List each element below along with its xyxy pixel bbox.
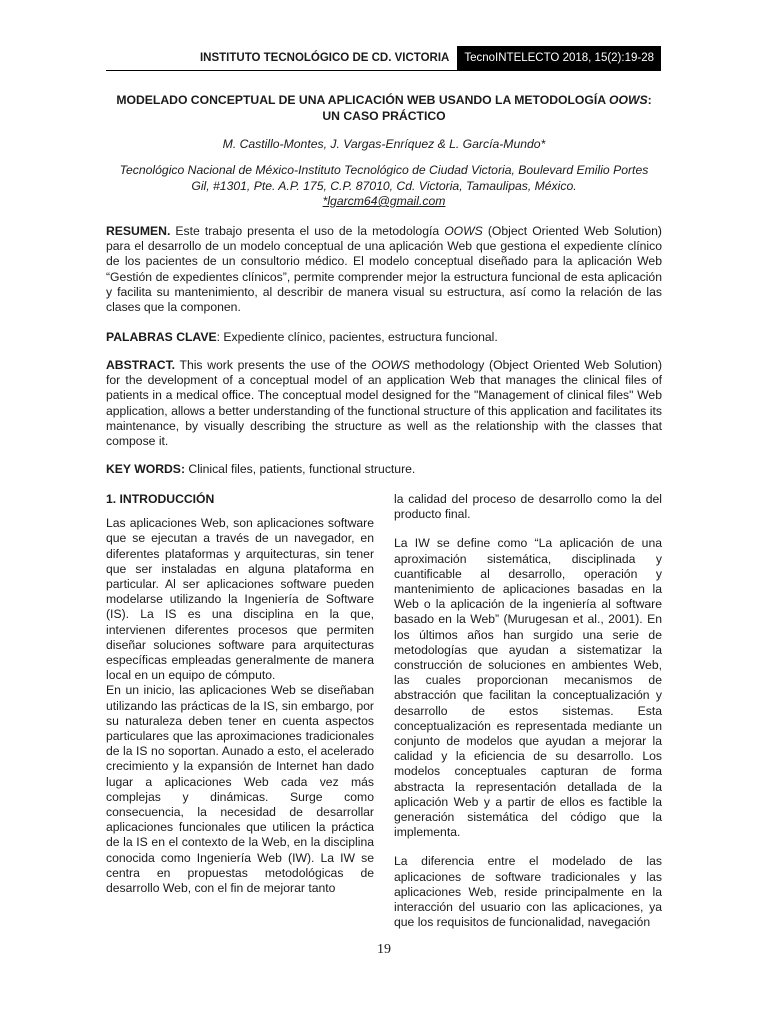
abstract-text-1: This work presents the use of the bbox=[175, 358, 372, 372]
journal-citation: TecnoINTELECTO 2018, 15(2):19-28 bbox=[457, 46, 661, 70]
affiliation-line2: Gil, #1301, Pte. A.P. 175, C.P. 87010, Cd. Victoria, Tamaulipas, México. bbox=[191, 178, 577, 193]
resumen-text-1: Este trabajo presenta el uso de la metodología bbox=[170, 224, 445, 238]
intro-paragraph-1: Las aplicaciones Web, son aplicaciones software que se ejecutan a través de un navegador, en diferentes plataformas y arquitecturas, sin tener que ser instaladas en alguna plataforma en particular. Al ser aplicaciones software pueden modelarse utilizando la Ingeniería de Software (IS). La IS es una disciplina en la que, intervienen diferentes procesos que permiten diseñar soluciones software para arquitecturas específicas empleadas generalmente de manera local en un equipo de cómputo. bbox=[106, 516, 374, 683]
right-paragraph-2: La IW se define como “La aplicación de una aproximación sistemática, disciplinada y cuantificable al desarrollo, operación y mantenimiento de aplicaciones basadas en la Web o la aplicación de la ingeniería al software basado en la Web” (Murugesan et al., 2001). En los últimos años han surgido una serie de metodologías que ayudan a sistematizar la construcción de soluciones en ambientes Web, las cuales proporcionan mecanismos de abstracción que facilitan la conceptualización y desarrollo de estos sistemas. Esta conceptualización es representada mediante un conjunto de modelos que ayudan a mejorar la calidad y la eficiencia de su desarrollo. Los modelos conceptuales capturan de forma abstracta la representación detallada de la aplicación Web y a partir de ellos es factible la generación sistemática del código que la implementa. bbox=[394, 536, 662, 840]
resumen-label: RESUMEN. bbox=[106, 224, 171, 238]
affiliation bbox=[100, 163, 668, 210]
palabras-clave-label: PALABRAS CLAVE bbox=[106, 330, 217, 344]
key-words-text: Clinical files, patients, functional structure. bbox=[185, 462, 416, 476]
affiliation-line1: Tecnológico Nacional de México-Instituto Tecnológico de Ciudad Victoria, Boulevard Emilio Portes bbox=[119, 163, 649, 177]
author-list: M. Castillo-Montes, J. Vargas-Enríquez & L. García-Mundo* bbox=[222, 137, 546, 151]
section-heading-introduccion: 1. INTRODUCCIÓN bbox=[106, 492, 215, 506]
intro-paragraph-2: En un inicio, las aplicaciones Web se diseñaban utilizando las prácticas de la IS, sin embargo, por su naturaleza deben tener en cuenta aspectos particulares que las aproximaciones tradicionales de la IS no soportan. Aunado a esto, el acelerado crecimiento y la expansión de Internet han dado lugar a aplicaciones Web cada vez más complejas y dinámicas. Surge como consecuencia, la necesidad de desarrollar aplicaciones funcionales que utilicen la práctica de la IS en el contexto de la Web, en la disciplina conocida como Ingeniería Web (IW). La IW se centra en propuestas metodológicas de desarrollo Web, con el fin de mejorar tanto bbox=[106, 683, 374, 896]
key-words-label: KEY WORDS: bbox=[106, 462, 185, 476]
right-paragraph-1: la calidad del proceso de desarrollo como la del producto final. bbox=[394, 492, 662, 522]
resumen-text-2: (Object Oriented Web Solution) para el desarrollo de un modelo conceptual de una aplicación Web que gestiona el expediente clínico de los pacientes de un consultorio médico. El modelo conceptual diseñado para la aplicación Web “Gestión de expedientes clínicos”, permite comprender mejor la estructura funcional de esta aplicación y facilita su mantenimiento, al describir de manera visual su estructura, así como la relación de las clases que la componen. bbox=[106, 224, 662, 315]
title-colon: : bbox=[647, 93, 652, 107]
key-words-paragraph bbox=[106, 462, 662, 477]
contact-email[interactable]: *lgarcm64@gmail.com bbox=[322, 194, 446, 208]
right-column bbox=[394, 492, 662, 930]
paper-title bbox=[100, 92, 668, 124]
left-column bbox=[106, 492, 374, 896]
right-paragraph-3: La diferencia entre el modelado de las aplicaciones de software tradicionales y las aplicaciones Web, reside principalmente en la interacción del usuario con las aplicaciones, ya que los requisitos de funcionalidad, navegación bbox=[394, 854, 662, 930]
palabras-clave-paragraph bbox=[106, 330, 662, 345]
running-header bbox=[106, 46, 661, 71]
resumen-ows: OOWS bbox=[444, 224, 483, 238]
institution-name: INSTITUTO TECNOLÓGICO DE CD. VICTORIA bbox=[199, 52, 450, 64]
title-line1: MODELADO CONCEPTUAL DE UNA APLICACIÓN WEB USANDO LA METODOLOGÍA bbox=[116, 93, 610, 107]
title-line2: UN CASO PRÁCTICO bbox=[322, 109, 446, 123]
abstract-label: ABSTRACT. bbox=[106, 358, 176, 372]
palabras-clave-text: : Expediente clínico, pacientes, estructura funcional. bbox=[216, 330, 498, 344]
abstract-ows: OOWS bbox=[371, 358, 410, 372]
abstract-text-2: methodology (Object Oriented Web Solution) for the development of a conceptual model of an application Web that manages the clinical files of patients in a medical office. The conceptual model designed for the "Management of clinical files" Web application, allows a better understanding of the functional structure of this application and facilitates its maintenance, by visually describing the structure as well as the relationship with the classes that compose it. bbox=[106, 358, 662, 449]
abstract-paragraph bbox=[106, 358, 662, 449]
page-number: 19 bbox=[377, 942, 391, 957]
title-ows: OOWS bbox=[609, 93, 648, 107]
resumen-paragraph bbox=[106, 224, 662, 315]
